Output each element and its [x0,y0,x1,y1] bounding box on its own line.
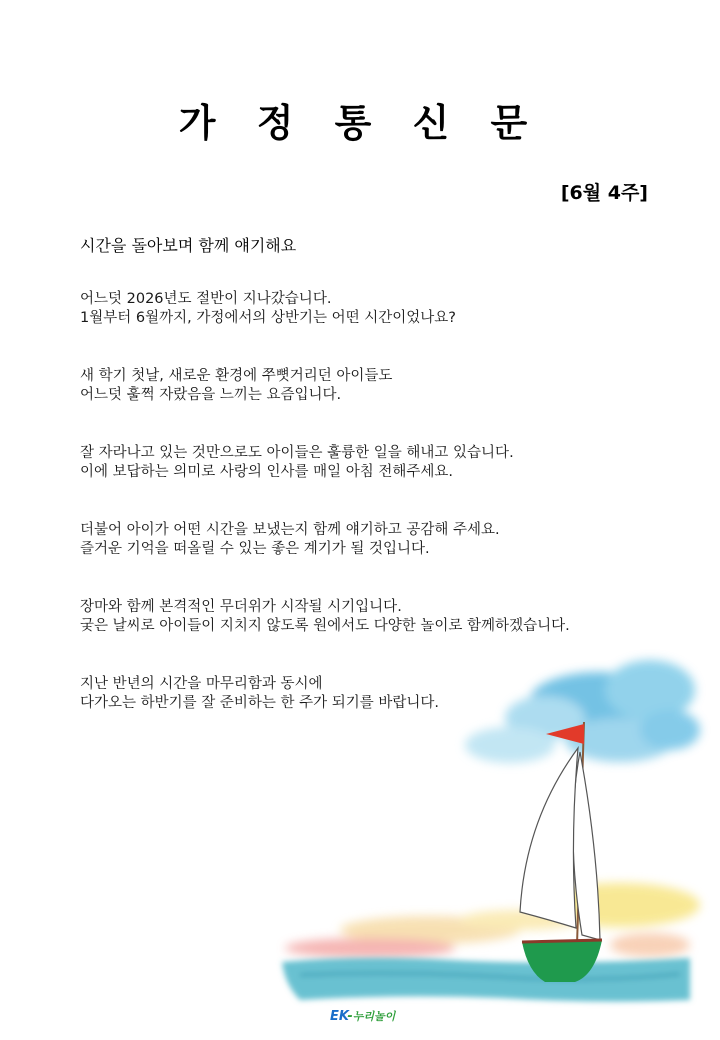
week-label: [6월 4주] [560,182,648,204]
paragraph-3-line-2: 이에 보답하는 의미로 사랑의 인사를 매일 아침 전해주세요. [80,464,454,480]
paragraph-1 [80,290,456,328]
paragraph-6-line-1: 지난 반년의 시간을 마무리함과 동시에 [80,676,323,692]
paragraph-6-line-2: 다가오는 하반기를 잘 준비하는 한 주가 되기를 바랍니다. [80,695,440,711]
mast-shape [577,722,584,945]
paragraph-3 [80,444,514,482]
paragraph-2-line-1: 새 학기 첫날, 새로운 환경에 쭈뼛거리던 아이들도 [80,368,393,384]
paragraph-2-line-2: 어느덧 훌쩍 자랐음을 느끼는 요즘입니다. [80,387,342,403]
jib-sail-shape [520,748,578,928]
brand-logo [330,1008,395,1024]
flag-shape [546,724,584,744]
cloud-shape [465,660,700,763]
sky-wash [285,883,700,958]
paragraph-3-line-1: 잘 자라나고 있는 것만으로도 아이들은 훌륭한 일을 해내고 있습니다. [80,445,514,461]
paragraph-5 [80,598,570,636]
paragraph-1-line-1: 어느덧 2026년도 절반이 지나갔습니다. [80,291,332,307]
paragraph-5-line-2: 궂은 날씨로 아이들이 지치지 않도록 원에서도 다양한 놀이로 함께하겠습니다. [80,618,570,634]
paragraph-4-line-1: 더불어 아이가 어떤 시간을 보냈는지 함께 얘기하고 공감해 주세요. [80,522,500,538]
paragraph-5-line-1: 장마와 함께 본격적인 무더위가 시작될 시기입니다. [80,599,402,615]
paragraph-1-line-2: 1월부터 6월까지, 가정에서의 상반기는 어떤 시간이었나요? [80,310,456,326]
paragraph-4 [80,521,500,559]
logo-name: 누리놀이 [352,1010,396,1023]
logo-ek: EK [330,1009,348,1024]
paragraph-4-line-2: 즐거운 기억을 떠올릴 수 있는 좋은 계기가 될 것입니다. [80,541,430,557]
paragraph-6 [80,675,439,713]
sea-shape [282,958,690,1002]
logo-dash: - [347,1009,353,1024]
main-sail-shape [573,752,600,940]
subtitle: 시간을 돌아보며 함께 얘기해요 [80,236,297,255]
page-title: 가 정 통 신 문 [178,101,542,145]
paragraph-2 [80,367,392,405]
hull-shape [522,940,602,982]
